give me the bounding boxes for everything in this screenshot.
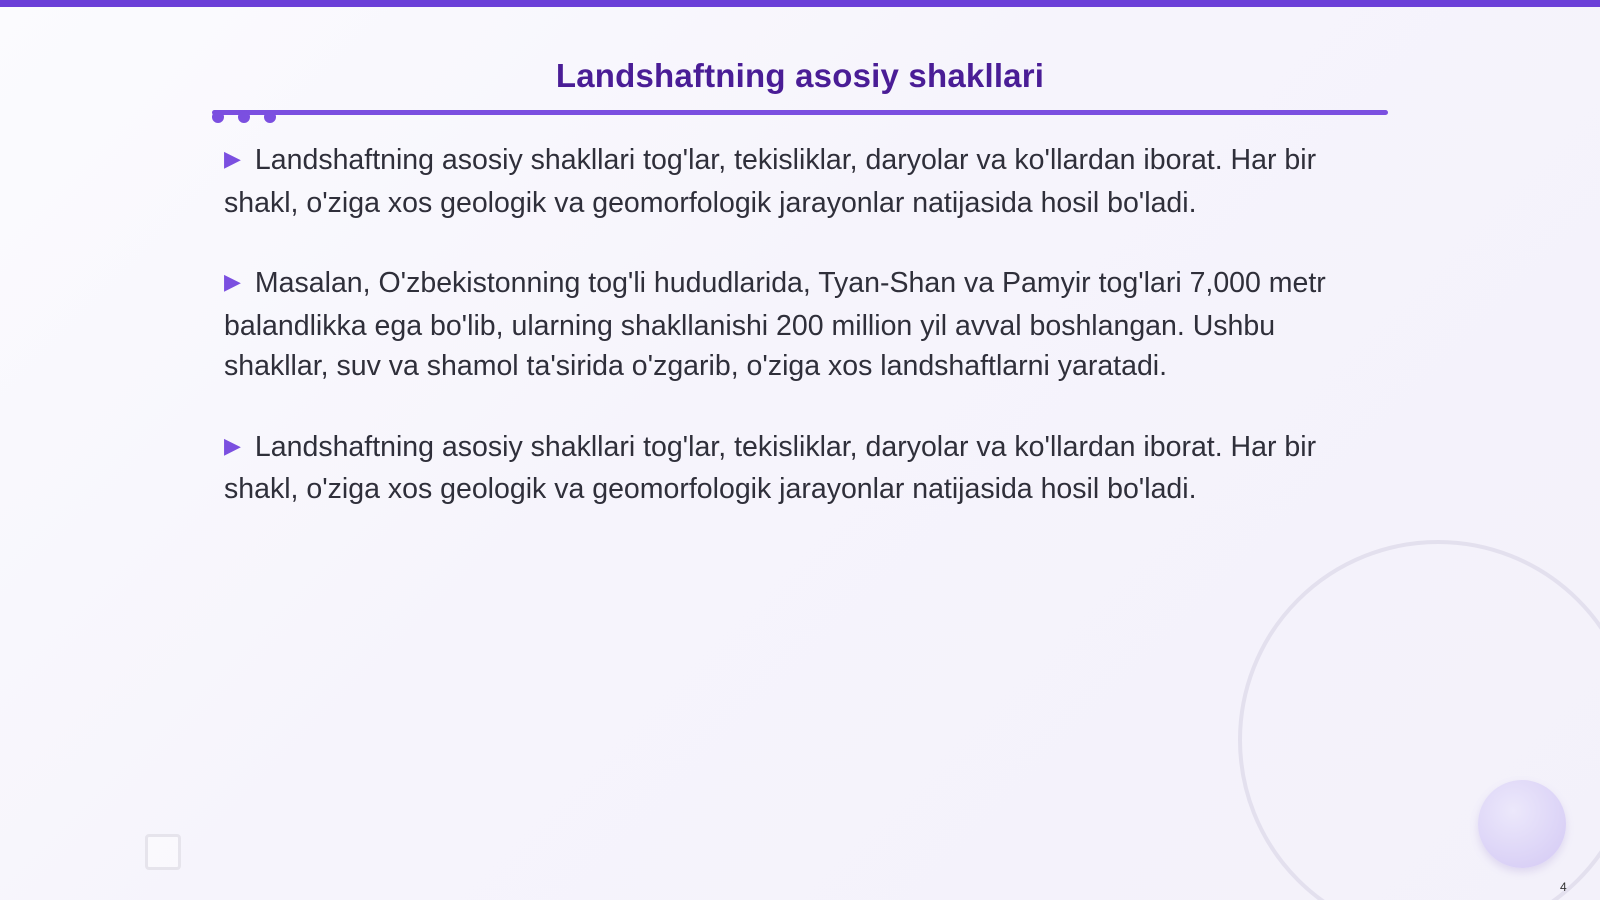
decoration-dot	[238, 111, 250, 123]
decoration-dot	[264, 111, 276, 123]
decorative-circle-filled	[1478, 780, 1566, 868]
decorative-square	[145, 834, 181, 870]
bullet-paragraph	[224, 427, 1374, 510]
decoration-dot	[212, 111, 224, 123]
bullet-text: Masalan, O'zbekistonning tog'li hududlarida, Tyan-Shan va Pamyir tog'lari 7,000 metr balandlikka ega bo'lib, ularning shakllanishi 200 million yil avval boshlangan. Ushbu shakllar, suv va shamol ta'sirida o'zgarib, o'ziga xos landshaftlarni yaratadi.	[224, 267, 1326, 382]
title-dots-decoration	[212, 111, 282, 125]
bullet-list	[224, 140, 1374, 550]
page-number: 4	[1560, 880, 1567, 894]
bullet-paragraph	[224, 140, 1374, 223]
bullet-text: Landshaftning asosiy shakllari tog'lar, tekisliklar, daryolar va ko'llardan iborat. Har bir shakl, o'ziga xos geologik va geomorfologik jarayonlar natijasida hosil bo'ladi.	[224, 430, 1317, 505]
bullet-paragraph	[224, 263, 1374, 387]
triangle-right-icon: ▶	[224, 269, 241, 294]
slide-title: Landshaftning asosiy shakllari	[555, 57, 1045, 94]
title-underline	[212, 110, 1388, 115]
top-accent-bar	[0, 0, 1600, 7]
triangle-right-icon: ▶	[224, 432, 241, 458]
triangle-right-icon: ▶	[224, 146, 241, 171]
bullet-text: Landshaftning asosiy shakllari tog'lar, tekisliklar, daryolar va ko'llardan iborat. Har bir shakl, o'ziga xos geologik va geomorfologik jarayonlar natijasida hosil bo'ladi.	[224, 144, 1317, 219]
